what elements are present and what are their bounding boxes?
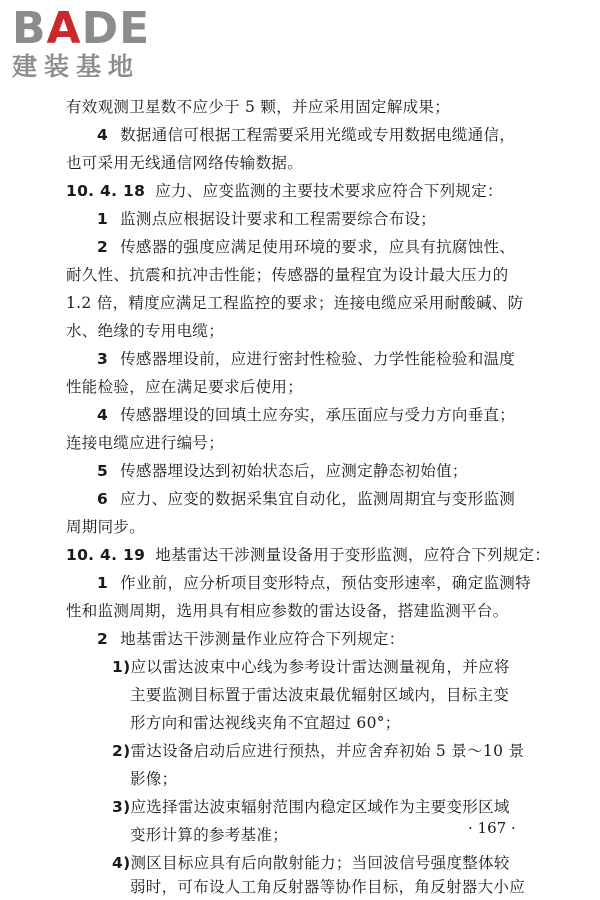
logo [12,3,177,86]
sub-item-number: 2) [112,742,131,760]
paragraph-line: 4)测区目标应具有后向散射能力；当回波信号强度整体较 [112,854,510,872]
logo-letters-de: DE [81,3,151,54]
paragraph-line: 3)应选择雷达波束辐射范围内稳定区域作为主要变形区域 [112,798,510,816]
clause-number: 10. 4. 19 [66,546,146,564]
item-number: 1 [97,574,109,592]
paragraph-line: 形方向和雷达视线夹角不宜超过 60°； [130,714,401,732]
logo-subtitle: 建装基地 [12,52,141,81]
paragraph-line: 连接电缆应进行编号； [66,434,225,452]
paragraph-line: 也可采用无线通信网络传输数据。 [66,154,304,172]
sub-item-number: 4) [112,854,131,872]
logo-letter-a: A [46,3,82,54]
paragraph-line: 4 传感器埋设的回填土应夯实，承压面应与受力方向垂直； [97,406,516,424]
item-number: 6 [97,490,109,508]
item-number: 5 [97,462,109,480]
paragraph-line: 性能检验，应在满足要求后使用； [66,378,304,396]
paragraph-line: 2 传感器的强度应满足使用环境的要求，应具有抗腐蚀性、 [97,238,516,256]
clause-number: 10. 4. 18 [66,182,146,200]
paragraph-line: 水、绝缘的专用电缆； [66,322,225,340]
item-number: 2 [97,630,109,648]
item-number: 2 [97,238,109,256]
logo-letter-b: B [12,3,47,54]
paragraph-line: 1 监测点应根据设计要求和工程需要综合布设； [97,210,437,228]
paragraph-line: 1)应以雷达波束中心线为参考设计雷达测量视角，并应将 [112,658,510,676]
paragraph-line: 性和监测周期，选用具有相应参数的雷达设备，搭建监测平台。 [66,602,509,620]
clause-heading: 10. 4. 18 应力、应变监测的主要技术要求应符合下列规定： [66,182,503,200]
clause-heading: 10. 4. 19 地基雷达干涉测量设备用于变形监测，应符合下列规定： [66,546,551,564]
item-number: 4 [97,126,109,144]
item-number: 4 [97,406,109,424]
page-number: · 167 · [468,819,516,837]
paragraph-line: 周期同步。 [66,518,146,536]
paragraph-line: 耐久性、抗震和抗冲击性能；传感器的量程宜为设计最大压力的 [66,266,509,284]
logo-wordmark [12,3,177,54]
paragraph-line: 弱时，可布设人工角反射器等协作目标，角反射器大小应 [130,878,526,896]
paragraph-line: 2)雷达设备启动后应进行预热，并应舍弃初始 5 景～10 景 [112,742,525,760]
paragraph-line: 1 作业前，应分析项目变形特点，预估变形速率，确定监测特 [97,574,531,592]
paragraph-line: 1.2 倍，精度应满足工程监控的要求；连接电缆应采用耐酸碱、防 [66,294,524,312]
sub-item-number: 3) [112,798,131,816]
paragraph-line: 3 传感器埋设前，应进行密封性检验、力学性能检验和温度 [97,350,516,368]
paragraph-line: 5 传感器埋设达到初始状态后，应测定静态初始值； [97,462,468,480]
item-number: 1 [97,210,109,228]
sub-item-number: 1) [112,658,131,676]
paragraph-line: 主要监测目标置于雷达波束最优辐射区域内，目标主变 [130,686,510,704]
item-number: 3 [97,350,109,368]
paragraph-line: 变形计算的参考基准； [130,826,289,844]
paragraph-line: 有效观测卫星数不应少于 5 颗，并应采用固定解成果； [66,98,451,116]
paragraph-line: 4 数据通信可根据工程需要采用光缆或专用数据电缆通信， [97,126,516,144]
paragraph-line: 6 应力、应变的数据采集宜自动化，监测周期宜与变形监测 [97,490,516,508]
paragraph-line: 2 地基雷达干涉测量作业应符合下列规定： [97,630,405,648]
paragraph-line: 影像； [130,770,178,788]
